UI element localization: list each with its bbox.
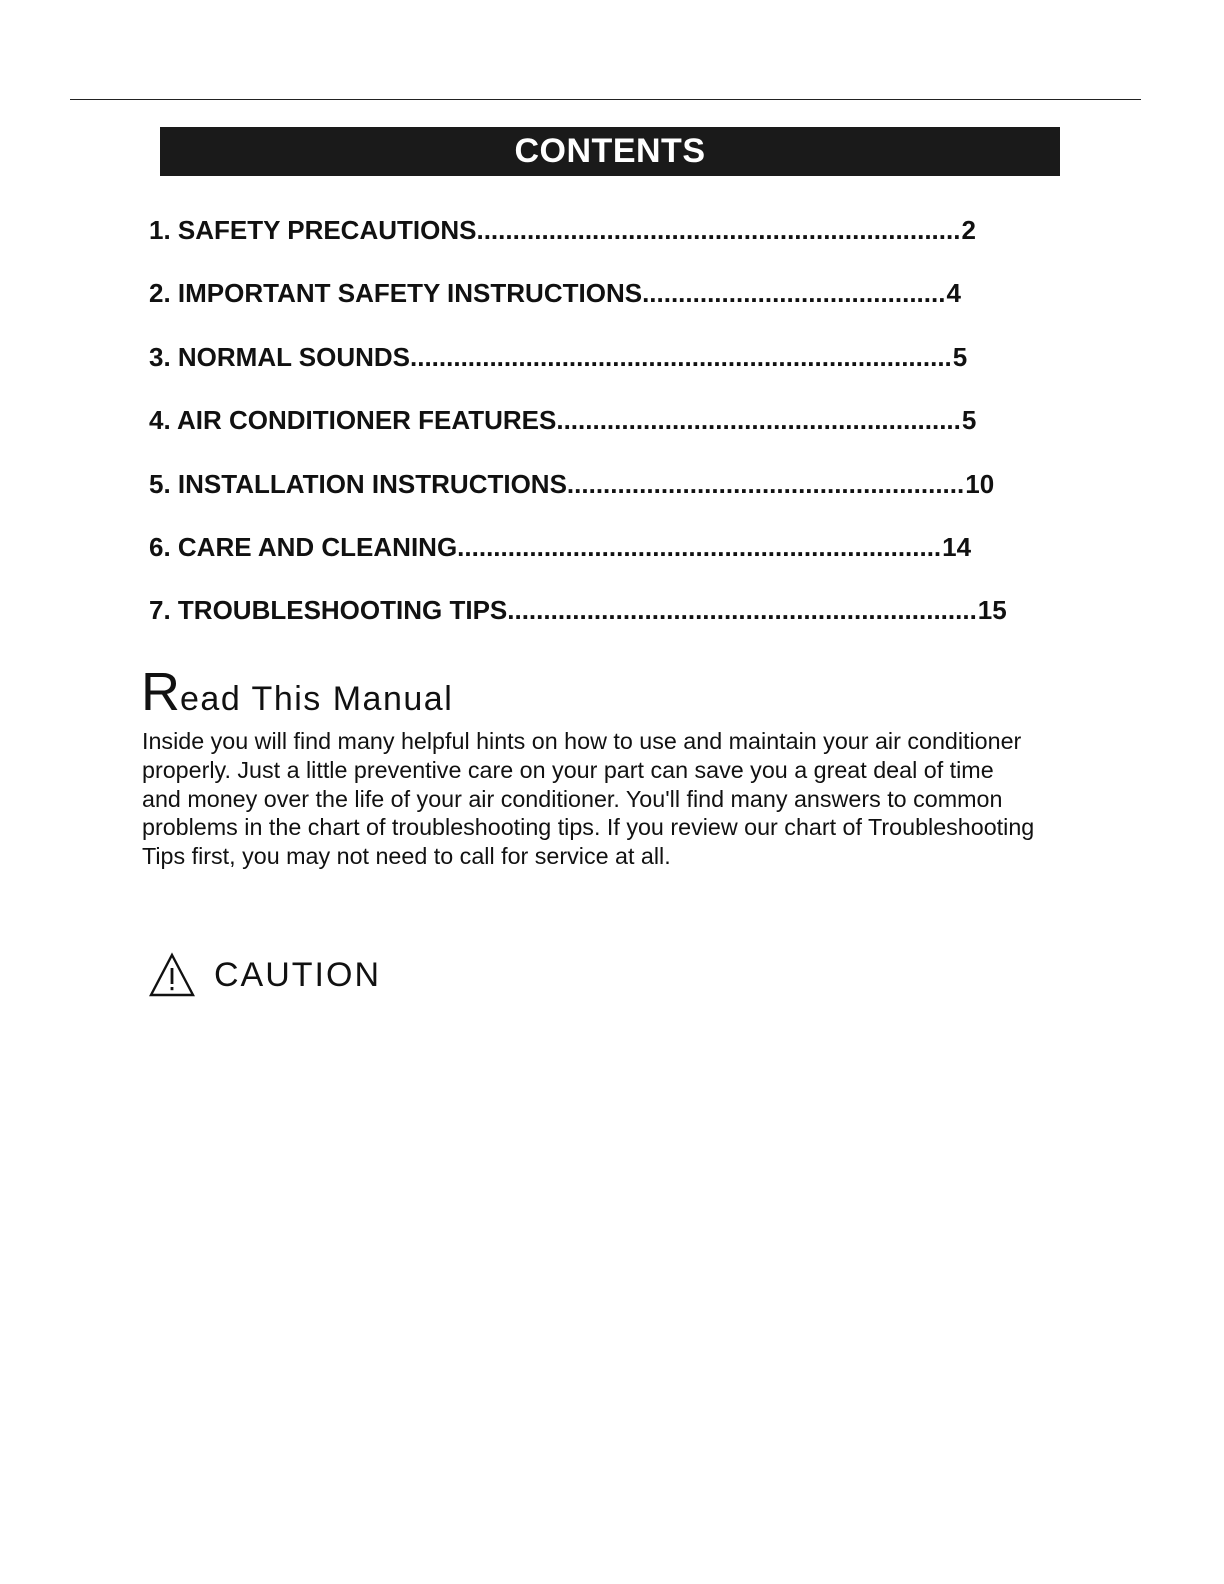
paragraph-line: Inside you will find many helpful hints on how to use and maintain your air conditioner [142, 728, 1022, 754]
paragraph-line: properly. Just a little preventive care on your part can save you a great deal of time [142, 756, 994, 783]
top-rule [70, 99, 1141, 100]
toc-item-page: 4 [946, 278, 961, 309]
table-of-contents [149, 208, 1049, 652]
toc-leader: ........................................................................... [410, 341, 952, 372]
toc-leader: ....................................................... [566, 468, 965, 499]
caution-label: CAUTION [214, 956, 381, 994]
toc-item-label: 4. AIR CONDITIONER FEATURES [149, 405, 557, 436]
paragraph-line: problems in the chart of troubleshooting tips. If you review our chart of Troubleshooting [142, 814, 1035, 841]
warning-triangle-icon [148, 951, 196, 999]
toc-leader: .......................................... [642, 278, 946, 309]
contents-banner [160, 127, 1060, 176]
toc-leader: ........................................................ [556, 405, 961, 436]
toc-item-label: 6. CARE AND CLEANING [149, 531, 458, 562]
toc-item-label: 2. IMPORTANT SAFETY INSTRUCTIONS [149, 278, 643, 309]
toc-leader: ................................................................... [476, 215, 961, 245]
toc-item-care-and-cleaning[interactable] [149, 525, 1049, 588]
paragraph-line: Tips first, you may not need to call for service at all. [142, 843, 671, 870]
toc-item-page: 14 [942, 531, 972, 562]
toc-leader: ................................................................... [457, 531, 942, 562]
contents-title: CONTENTS [514, 132, 706, 170]
toc-item-label: 3. NORMAL SOUNDS [149, 341, 410, 372]
paragraph-line: and money over the life of your air conditioner. You'll find many answers to common [142, 785, 1003, 812]
toc-item-label: 5. INSTALLATION INSTRUCTIONS [149, 468, 567, 499]
toc-item-safety-precautions[interactable] [149, 208, 1049, 271]
toc-item-air-conditioner-features[interactable] [149, 398, 1049, 461]
toc-item-troubleshooting-tips[interactable] [149, 588, 1049, 651]
read-manual-heading-rest: ead This Manual [180, 680, 454, 718]
toc-item-page: 5 [961, 405, 977, 436]
toc-item-installation-instructions[interactable] [149, 462, 1049, 525]
read-manual-paragraph [142, 727, 1132, 871]
toc-leader: ................................................................. [507, 595, 977, 626]
toc-item-page: 15 [977, 595, 1007, 626]
toc-item-label: 7. TROUBLESHOOTING TIPS [149, 595, 508, 626]
toc-item-page: 5 [952, 341, 968, 372]
read-manual-heading [141, 662, 453, 729]
toc-item-page: 10 [965, 468, 995, 499]
toc-item-page: 2 [961, 215, 976, 245]
toc-item-label: 1. SAFETY PRECAUTIONS [149, 215, 477, 245]
toc-item-normal-sounds[interactable] [149, 335, 1049, 398]
caution-heading [148, 950, 381, 1000]
read-manual-heading-initial: R [141, 662, 180, 722]
toc-item-important-safety-instructions[interactable] [149, 271, 1049, 334]
